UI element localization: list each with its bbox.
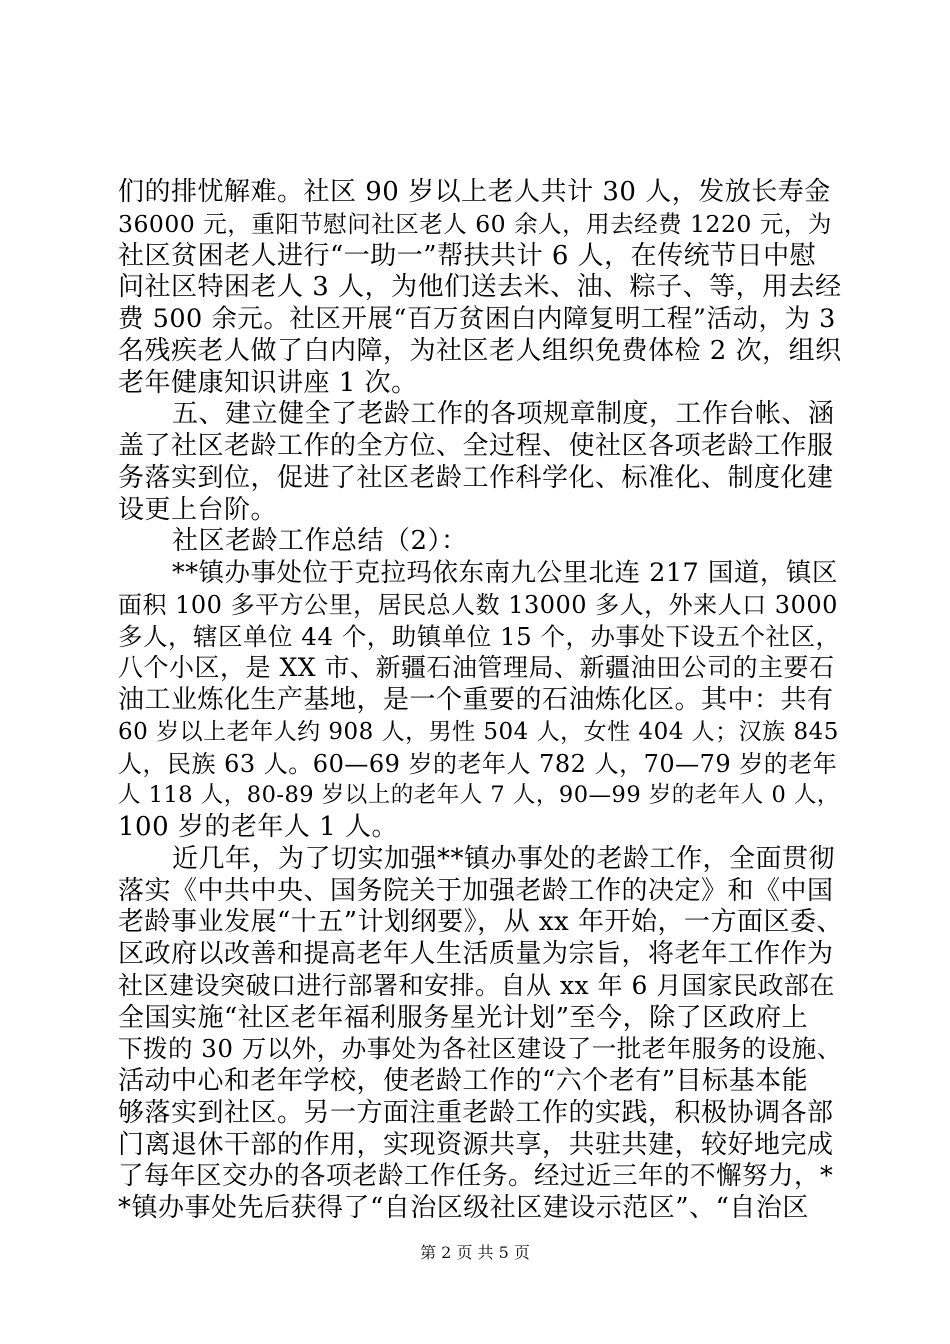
text-line: 老龄事业发展“十五”计划纲要》，从 xx 年开始，一方面区委、 [118, 907, 843, 937]
text-line: 油工业炼化生产基地，是一个重要的石油炼化区。其中：共有 [118, 685, 834, 715]
text-line: 社区建设突破口进行部署和安排。自从 xx 年 6 月国家民政部在 [118, 971, 835, 1000]
text-line: 社区贫困老人进行“一助一”帮扶共计 6 人，在传统节日中慰 [118, 241, 817, 271]
text-line: 60 岁以上老年人约 908 人，男性 504 人，女性 404 人；汉族 845 [118, 719, 839, 745]
text-line: 人 118 人，80-89 岁以上的老年人 7 人，90—99 岁的老年人 0 人， [118, 782, 840, 808]
text-line: 多人，辖区单位 44 个，助镇单位 15 个，办事处下设五个社区， [118, 622, 841, 651]
text-line: *镇办事处先后获得了“自治区级社区建设示范区”、“自治区 [118, 1193, 809, 1223]
text-line: 了每年区交办的各项老龄工作任务。经过近三年的不懈努力，* [118, 1161, 834, 1191]
text-line: 务落实到位，促进了社区老龄工作科学化、标准化、制度化建 [118, 463, 834, 493]
page-number-footer: 第 2 页 共 5 页 [420, 1243, 530, 1262]
text-line: 设更上台阶。 [118, 495, 278, 525]
text-line: 老年健康知识讲座 1 次。 [118, 368, 418, 398]
text-line: 面积 100 多平方公里，居民总人数 13000 多人，外来人口 3000 [118, 591, 838, 619]
section-heading: 社区老龄工作总结（2）： [172, 526, 468, 556]
text-line: 100 岁的老年人 1 人。 [118, 812, 398, 842]
text-line: 门离退休干部的作用，实现资源共享，共驻共建，较好地完成 [118, 1130, 834, 1160]
text-line: 问社区特困老人 3 人，为他们送去米、油、粽子、等，用去经 [118, 272, 842, 302]
text-line: 名残疾老人做了白内障，为社区老人组织免费体检 2 次，组织 [118, 336, 842, 366]
text-line: 五、建立健全了老龄工作的各项规章制度，工作台帐、涵 [172, 399, 835, 429]
text-line: 够落实到社区。另一方面注重老龄工作的实践，积极协调各部 [118, 1098, 834, 1128]
text-line: **镇办事处位于克拉玛依东南九公里北连 217 国道，镇区 [172, 558, 838, 588]
text-line: 全国实施“社区老年福利服务星光计划”至今，除了区政府上 [118, 1003, 809, 1033]
text-line: 落实《中共中央、国务院关于加强老龄工作的决定》和《中国 [118, 876, 834, 906]
text-line: 盖了社区老龄工作的全方位、全过程、使社区各项老龄工作服 [118, 431, 834, 461]
text-line: 区政府以改善和提高老年人生活质量为宗旨，将老年工作作为 [118, 939, 834, 969]
text-line: 近几年，为了切实加强**镇办事处的老龄工作，全面贯彻 [172, 844, 836, 874]
text-line: 八个小区，是 XX 市、新疆石油管理局、新疆油田公司的主要石 [118, 653, 835, 682]
text-line: 人，民族 63 人。60—69 岁的老年人 782 人，70—79 岁的老年 [118, 750, 838, 778]
text-line: 费 500 余元。社区开展“百万贫困白内障复明工程”活动，为 3 [118, 304, 836, 334]
text-line: 36000 元，重阳节慰问社区老人 60 余人，用去经费 1220 元，为 [118, 210, 832, 238]
text-line: 活动中心和老年学校，使老龄工作的“六个老有”目标基本能 [118, 1066, 809, 1096]
text-line: 们的排忧解难。社区 90 岁以上老人共计 30 人，发放长寿金 [118, 177, 831, 207]
text-line: 下拨的 30 万以外，办事处为各社区建设了一批老年服务的设施、 [118, 1034, 842, 1063]
